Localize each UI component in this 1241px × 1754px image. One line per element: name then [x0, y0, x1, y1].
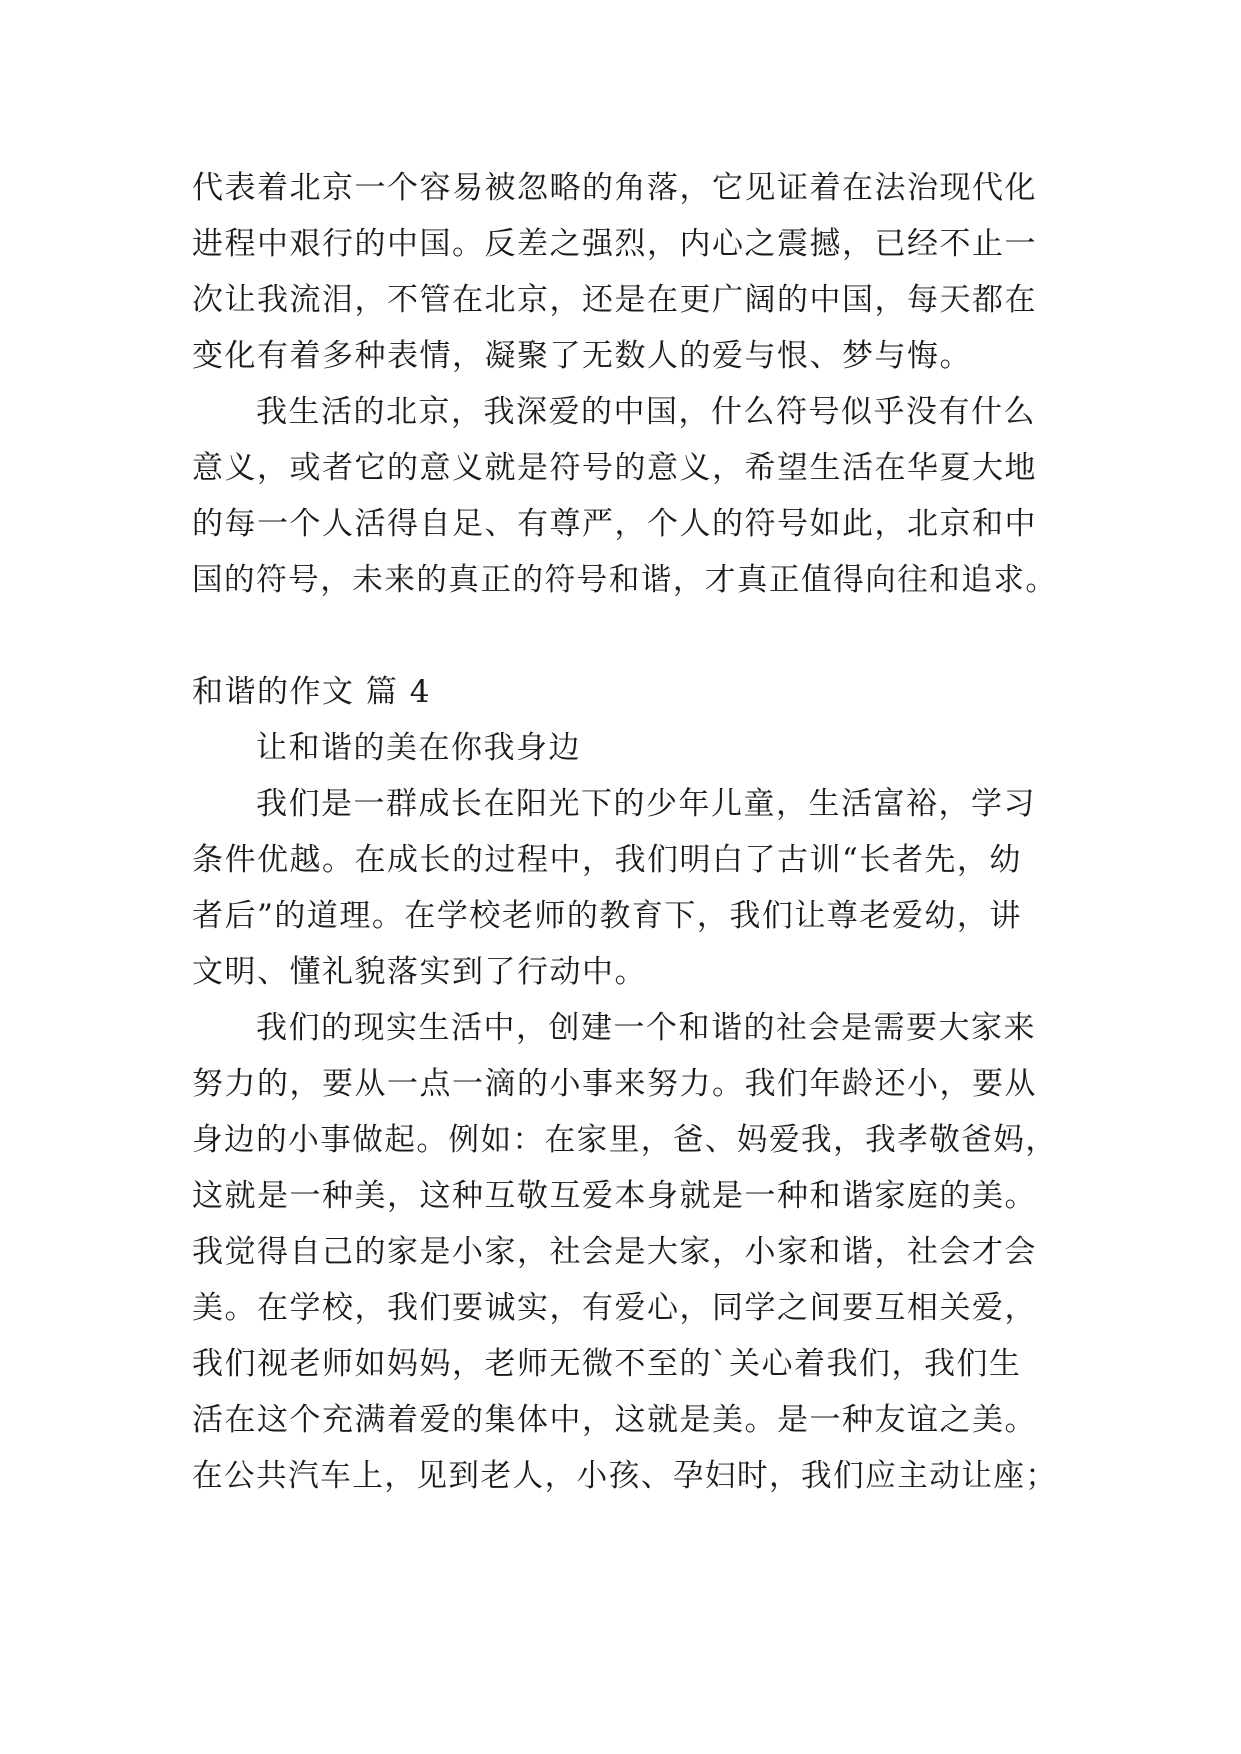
text-line: 的每一个人活得自足、有尊严，个人的符号如此，北京和中 — [192, 506, 1037, 542]
text-line: 我们视老师如妈妈，老师无微不至的`关心着我们，我们生 — [192, 1346, 1022, 1382]
text-line: 我觉得自己的家是小家，社会是大家，小家和谐，社会才会 — [192, 1234, 1037, 1270]
text-line: 国的符号，未来的真正的符号和谐，才真正值得向往和追求。 — [192, 562, 1058, 598]
text-line: 次让我流泪，不管在北京，还是在更广阔的中国，每天都在 — [192, 282, 1037, 318]
text-line: 我们的现实生活中，创建一个和谐的社会是需要大家来 — [256, 1010, 1036, 1046]
text-line: 我生活的北京，我深爱的中国，什么符号似乎没有什么 — [256, 394, 1036, 430]
text-line: 身边的小事做起。例如：在家里，爸、妈爱我，我孝敬爸妈， — [192, 1122, 1058, 1158]
text-line: 在公共汽车上，见到老人，小孩、孕妇时，我们应主动让座； — [192, 1458, 1058, 1494]
text-line: 这就是一种美，这种互敬互爱本身就是一种和谐家庭的美。 — [192, 1178, 1037, 1214]
essay-subtitle: 让和谐的美在你我身边 — [256, 730, 581, 766]
text-line: 者后”的道理。在学校老师的教育下，我们让尊老爱幼，讲 — [192, 898, 1022, 934]
text-line: 代表着北京一个容易被忽略的角落，它见证着在法治现代化 — [192, 170, 1037, 206]
text-line: 意义，或者它的意义就是符号的意义，希望生活在华夏大地 — [192, 450, 1037, 486]
section-heading: 和谐的作文 篇 4 — [192, 674, 431, 710]
text-line: 我们是一群成长在阳光下的少年儿童，生活富裕，学习 — [256, 786, 1036, 822]
text-line: 变化有着多种表情，凝聚了无数人的爱与恨、梦与悔。 — [192, 338, 972, 374]
text-line: 努力的，要从一点一滴的小事来努力。我们年龄还小，要从 — [192, 1066, 1037, 1102]
text-line: 文明、懂礼貌落实到了行动中。 — [192, 954, 647, 990]
text-line: 活在这个充满着爱的集体中，这就是美。是一种友谊之美。 — [192, 1402, 1037, 1438]
text-line: 美。在学校，我们要诚实，有爱心，同学之间要互相关爱， — [192, 1290, 1037, 1326]
text-line: 条件优越。在成长的过程中，我们明白了古训“长者先，幼 — [192, 842, 1022, 878]
text-line: 进程中艰行的中国。反差之强烈，内心之震撼，已经不止一 — [192, 226, 1037, 262]
